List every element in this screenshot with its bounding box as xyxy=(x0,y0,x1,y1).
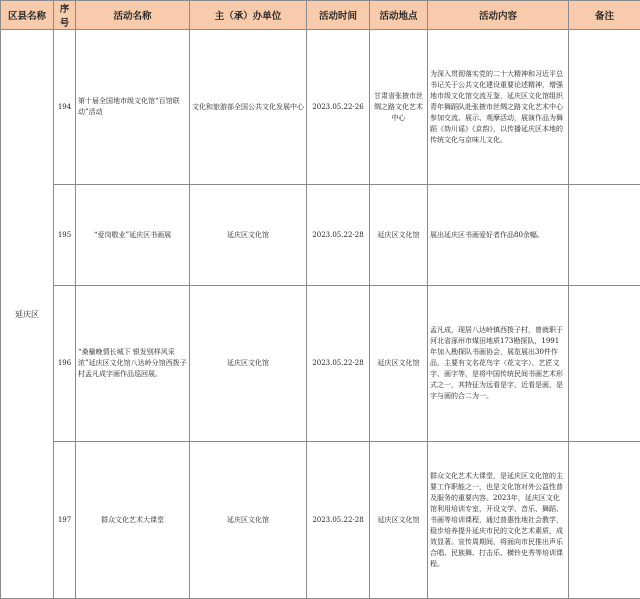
row-organizer: 延庆区文化馆 xyxy=(190,185,307,286)
row-content: 群众文化艺术大课堂，是延庆区文化馆的主要工作职能之一，也是文化馆对外公益性普及服务的重要内容。2023年，延庆区文化馆利用培训专室，开设文学、音乐、舞蹈、书画等培训课程，通过普惠性地社会教学，稳步培养提升延庆市民的文化艺术素质，成效显著。宣传周期间，将面向市民推出声乐合唱、民族舞、打击乐、横铃史秀等培训课程。 xyxy=(428,442,569,599)
row-time: 2023.05.22-28 xyxy=(307,185,370,286)
header-organizer: 主（承）办单位 xyxy=(190,1,307,30)
row-place: 延庆区文化馆 xyxy=(370,442,428,599)
row-content: 孟凡成，现居八达岭镇西拨子村，曾就职于河北省涿州市煤田地质173勘探队，1991年加入勘探队书画协会，展览展出30件作品，主要有文名花鸟字（花文字）、艺匠文字、画字等，是将中国传统民间书画艺术形式之一，其特征为远看是字，近看是画，是字与画的合二为一。 xyxy=(428,286,569,442)
header-remark: 备注 xyxy=(569,1,640,30)
row-remark xyxy=(569,185,640,286)
row-organizer: 文化和旅游部全国公共文化发展中心 xyxy=(190,30,307,185)
table-row xyxy=(1,442,640,599)
header-row xyxy=(1,1,640,30)
district-cell: 延庆区 xyxy=(1,30,54,599)
row-remark xyxy=(569,30,640,185)
row-name: “桑榆晚情长城下 银发别样风采浓”延庆区文化馆八达岭分馆西拨子村孟凡成字画作品巡回展。 xyxy=(76,286,190,442)
row-organizer: 延庆区文化馆 xyxy=(190,442,307,599)
row-name: “爱岗敬业”延庆区书画展 xyxy=(76,185,190,286)
header-content: 活动内容 xyxy=(428,1,569,30)
row-name: 群众文化艺术大课堂 xyxy=(76,442,190,599)
row-time: 2023.05.22-26 xyxy=(307,30,370,185)
header-name: 活动名称 xyxy=(76,1,190,30)
table-row xyxy=(1,185,640,286)
row-content: 展出延庆区书画爱好者作品80余幅。 xyxy=(428,185,569,286)
row-no: 196 xyxy=(54,286,76,442)
row-place: 延庆区文化馆 xyxy=(370,286,428,442)
row-remark xyxy=(569,286,640,442)
row-content: 为深入贯彻落实党的二十大精神和习近平总书记关于公共文化建设重要论述精神，增强地市级文化馆交流互鉴，延庆区文化馆组织青年舞蹈队赴张掖市丝绸之路文化艺术中心参加交流、展示、观摩活动，展演作品为舞蹈《妫川谣》《京韵》，以传播延庆区本地的传统文化与京味儿文化。 xyxy=(428,30,569,185)
table-row xyxy=(1,30,640,185)
row-no: 195 xyxy=(54,185,76,286)
row-no: 197 xyxy=(54,442,76,599)
row-remark xyxy=(569,442,640,599)
header-district: 区县名称 xyxy=(1,1,54,30)
header-place: 活动地点 xyxy=(370,1,428,30)
row-time: 2023.05.22-28 xyxy=(307,442,370,599)
row-organizer: 延庆区文化馆 xyxy=(190,286,307,442)
row-place: 甘肃省张掖市丝绸之路文化艺术中心 xyxy=(370,30,428,185)
row-name: 第十届全国地市级文化馆“百馆联动”活动 xyxy=(76,30,190,185)
table-row xyxy=(1,286,640,442)
row-no: 194 xyxy=(54,30,76,185)
header-no: 序号 xyxy=(54,1,76,30)
row-time: 2023.05.22-28 xyxy=(307,286,370,442)
header-time: 活动时间 xyxy=(307,1,370,30)
row-place: 延庆区文化馆 xyxy=(370,185,428,286)
